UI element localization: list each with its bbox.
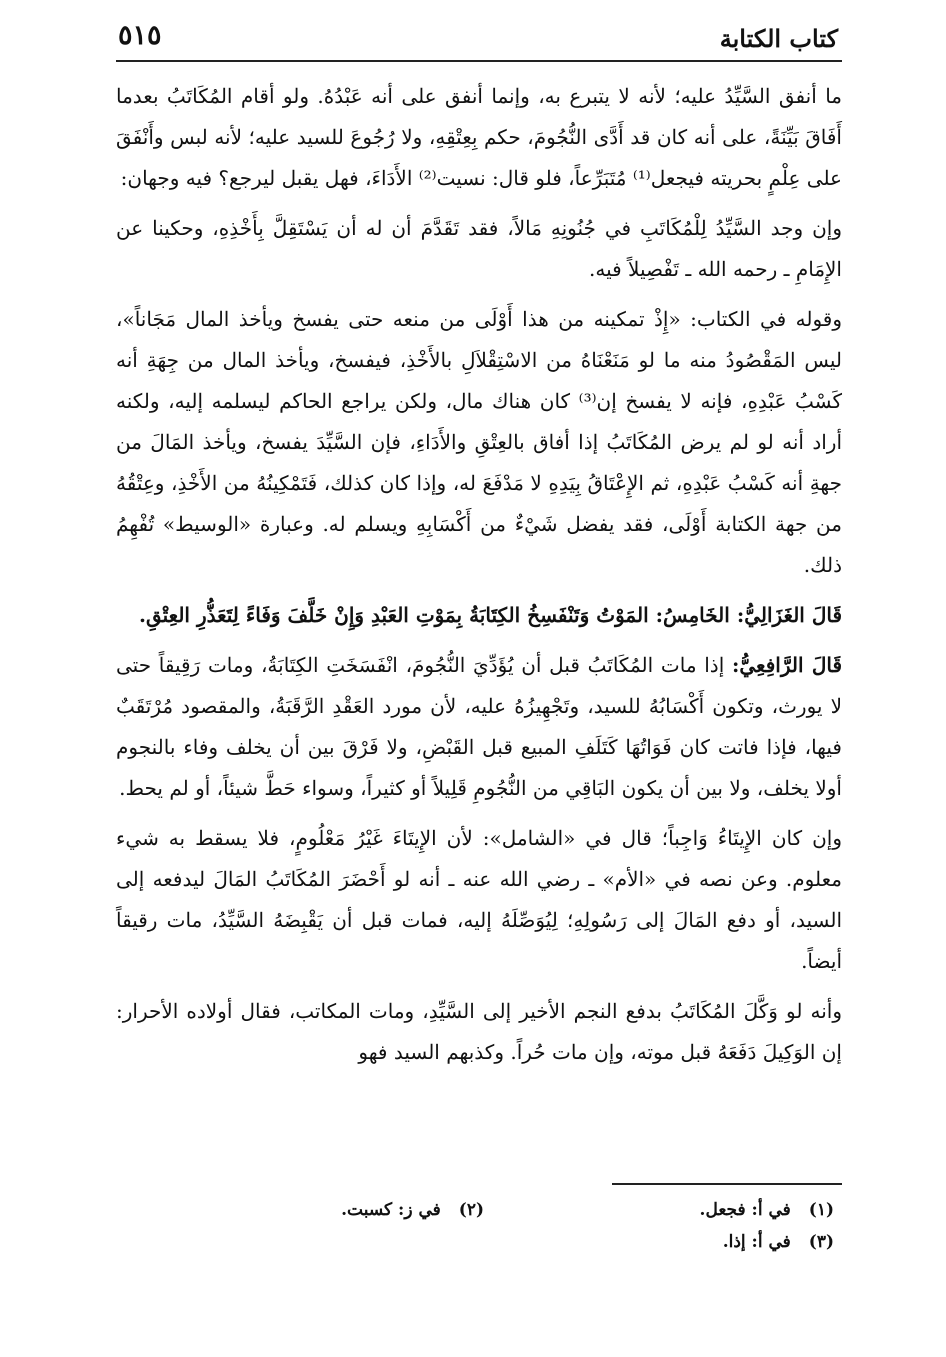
footnote-text: في أ: إذا.	[722, 1232, 791, 1252]
speaker-ghazali: قَالَ الغَزَالِيُّ:	[736, 603, 842, 627]
paragraph-text: ما أنفق السَّيِّدُ عليه؛ لأنه لا يتبرع به، وإنما أنفق على أنه عَبْدُهُ. ولو أقام المُكَاتَبُ بعدما أَفَاقَ بَيِّنَةً، على أنه كان قد أَدَّى النُّجُومَ، حكم بِعِتْقِهِ، ولا رُجُوعَ للسيد عليه؛ لأنه لبس وأَنْفَقَ على عِلْمٍ بحريته فيجعل⁽¹⁾ مُتَبَرِّعاً، فلو قال: نسيت⁽²⁾ الأَدَاءَ، فهل يقبل ليرجع؟ فيه وجهان:	[116, 84, 842, 190]
paragraph-1	[116, 76, 842, 199]
paragraph-7	[116, 991, 842, 1073]
footnote-number: (٣)	[808, 1232, 834, 1252]
paragraph-text: الخَامِسُ: المَوْتُ وَتَنْفَسِخُ الكِتَابَةُ بِمَوْتِ العَبْدِ وَإِنْ خَلَّفَ وَفَاءً لِتَعَذُّرِ العِتْقِ.	[139, 603, 730, 627]
paragraph-text: وقوله في الكتاب: «إِذْ تمكينه من هذا أَوْلَى من منعه حتى يفسخ ويأخذ المال مَجَاناً»، ليس المَقْصُودُ منه ما لو مَنَعْنَاهُ من الاسْتِقْلاَلِ بالأَخْذِ، فيفسخ، ويأخذ المال من جِهَةِ أنه كَسْبُ عَبْدِهِ، فإنه لا يفسخ إن⁽³⁾ كان هناك مال، ولكن يراجع الحاكم ليسلمه إليه، ولكنه أراد أنه لو لم يرض المُكَاتَبُ إذا أفاق بالعِتْقِ والأَدَاءِ، فإن السَّيِّدَ يفسخ، ويأخذ المَالَ من جهةِ أنه كَسْبُ عَبْدِهِ، ثم الإِعْتَاقُ بِيَدِهِ لا مَدْفَعَ له، وإذا كان كذلك، فَتَمْكِينُهُ من الأَخْذِ، وعِتْقُهُ من جهة الكتابة أَوْلَى، فقد يفضل شَيْءٌ من أَكْسَابِهِ ويسلم له. وعبارة «الوسيط» تُفْهِمُ ذلك.	[116, 307, 842, 577]
footnote-divider	[612, 1183, 842, 1185]
page-number: ٥١٥	[118, 20, 162, 51]
paragraph-text: وإن وجد السَّيِّدُ لِلْمُكَاتَبِ في جُنُونِهِ مَالاً، فقد تَقَدَّمَ أن له أن يَسْتَقِلَّ بِأَخْذِهِ، وحكينا عن الإِمَامِ ـ رحمه الله ـ تَفْصِيلاً فيه.	[116, 216, 842, 281]
paragraph-3	[116, 299, 842, 586]
paragraph-text: وأنه لو وَكَّلَ المُكَاتَبُ بدفع النجم الأخير إلى السَّيِّدِ، ومات المكاتب، فقال أولاده الأحرار: إن الوَكِيلَ دَفَعَهُ قبل موته، وإن مات حُراً. وكذبهم السيد فهو	[116, 999, 842, 1064]
paragraph-2	[116, 208, 842, 290]
footnote-2	[341, 1200, 484, 1220]
header-divider	[116, 60, 842, 62]
footnote-text: في ز: كسبت.	[341, 1200, 441, 1220]
paragraph-6	[116, 818, 842, 982]
paragraph-text: إذا مات المُكَاتَبُ قبل أن يُؤَدِّيَ النُّجُومَ، انْفَسَخَتِ الكِتَابَةُ، ومات رَقِيقاً حتى لا يورث، وتكون أَكْسَابُهُ للسيد، وتَجْهِيزُهُ عليه، لأن مورد العَقْدِ الرَّقَبَةُ، والمقصود مُرْتَقَبٌ فيها، فإذا فاتت كان فَوَاتُهَا كَتَلَفِ المبيع قبل القَبْضِ، ولا فَرْقَ بين أن يخلف وفاء بالنجوم أولا يخلف، ولا بين أن يكون البَاقِي من النُّجُومِ قَلِيلاً أو كثيراً، وسواء حَطَّ شيئاً، أو لم يحط.	[116, 653, 842, 800]
footnote-3	[723, 1232, 834, 1252]
speaker-rafii: قَالَ الرَّافِعِيُّ:	[732, 653, 843, 677]
main-text	[116, 76, 842, 1082]
footnote-1	[700, 1200, 834, 1220]
footnote-number: (١)	[808, 1200, 834, 1220]
paragraph-ghazali	[116, 595, 842, 636]
footnote-number: (٢)	[458, 1200, 484, 1220]
running-header-title: كتاب الكتابة	[719, 24, 838, 53]
paragraph-text: وإن كان الإِيتَاءُ وَاجِباً؛ قال في «الشامل»: لأن الإِيتَاءَ غَيْرُ مَعْلُومٍ، فلا يسقط به شيء معلوم. وعن نصه في «الأم» ـ رضي الله عنه ـ أنه لو أَحْضَرَ المُكَاتَبُ المَالَ ليدفعه إلى السيد، أو دفع المَالَ إلى رَسُولِهِ؛ لِيُوَصِّلَهُ إليه، فمات قبل أن يَقْبِضَهُ السَّيِّدُ، مات رقيقاً أيضاً.	[116, 826, 842, 973]
paragraph-rafii	[116, 645, 842, 809]
footnote-text: في أ: فجعل.	[699, 1200, 791, 1220]
